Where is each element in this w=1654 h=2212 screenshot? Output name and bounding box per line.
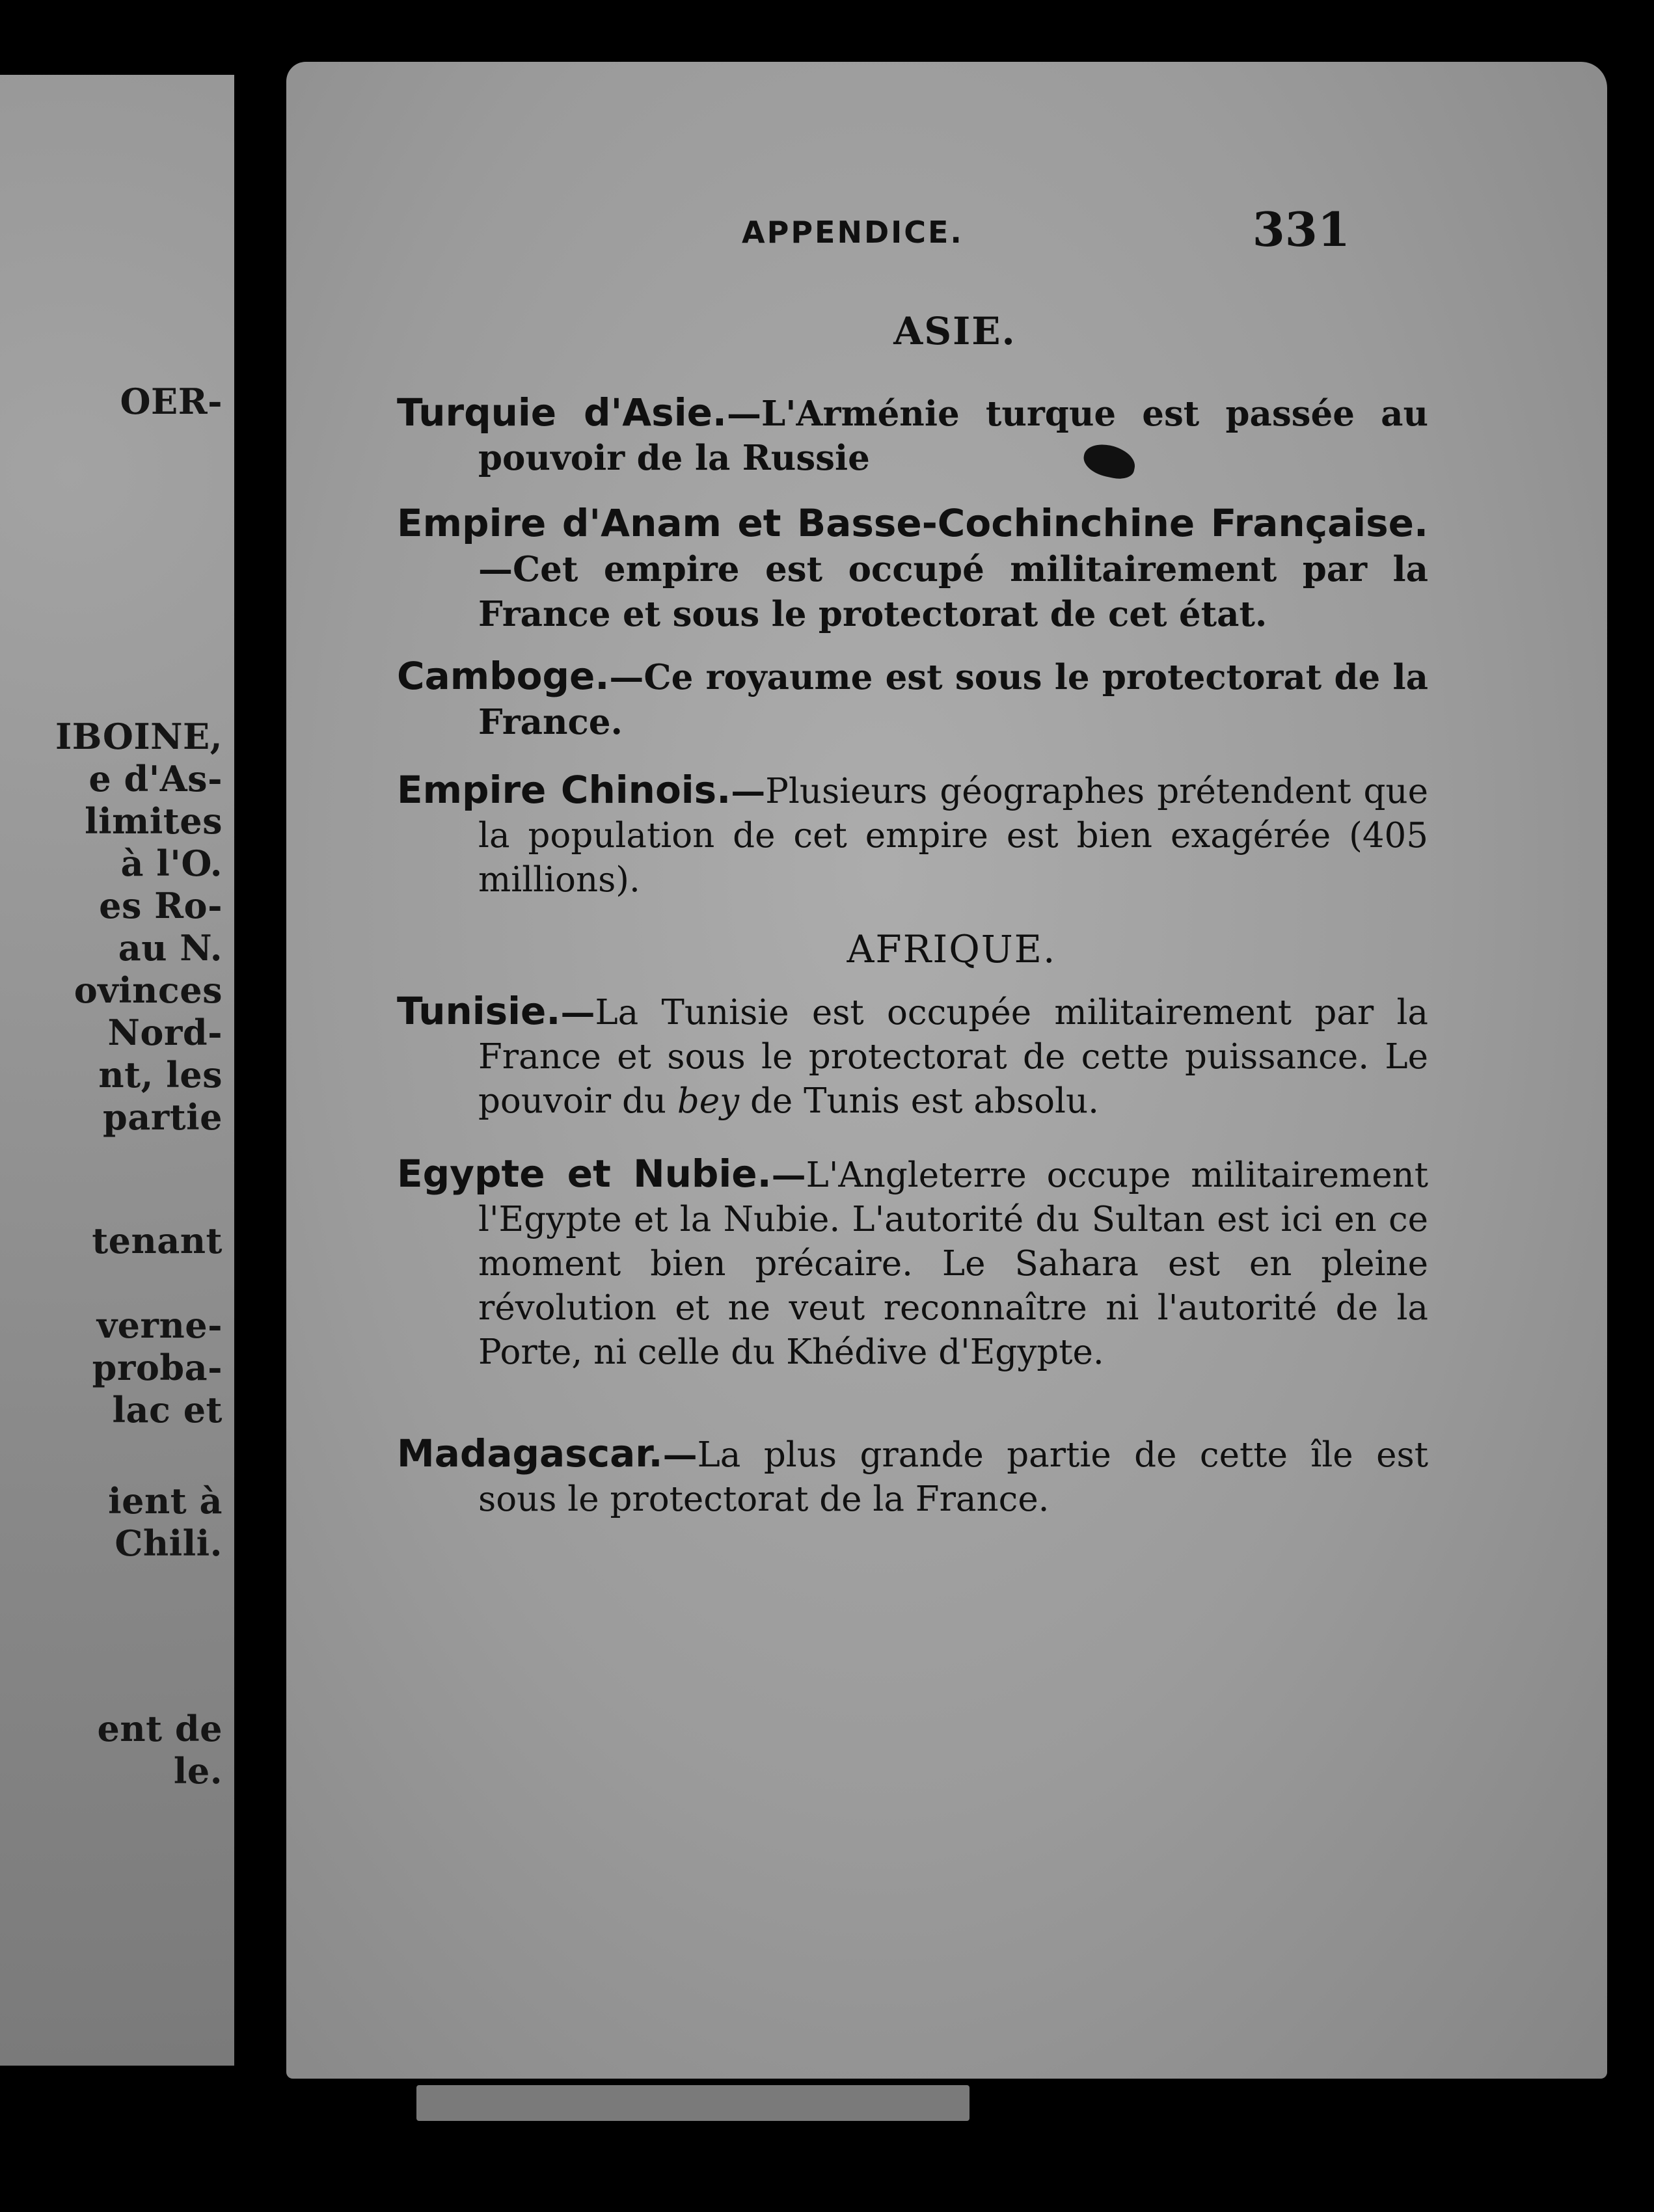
facing-page-fragment: lac et [112,1389,223,1431]
entry-text: L'Angleterre occupe militairement l'Egypte et la Nubie. L'autorité du Sultan est ici en ce moment bien précaire. Le Sahara est en pleine révolution et ne veut reconnaître ni l'autorité de la Porte, ni celle du Khédive d'Egypte. [478,1155,1428,1372]
entry-term: Empire Chinois. [397,768,731,812]
entry-term: Egypte et Nubie. [397,1152,772,1196]
running-title: APPENDICE. [742,215,964,250]
facing-page-fragment: le. [173,1750,223,1792]
entry-term: Madagascar. [397,1431,663,1476]
facing-page-fragment: limites [85,800,223,842]
entry-text: de Tunis est absolu. [739,1081,1099,1121]
entry-camboge: Camboge.—Ce royaume est sous le protectorat de la France. [397,654,1428,742]
facing-page-fragment: ent de [97,1708,223,1749]
entry-madagascar: Madagascar.—La plus grande partie de cette île est sous le protectorat de la France. [397,1431,1428,1519]
page-edge-strip [416,2085,969,2121]
entry-chinois: Empire Chinois.—Plusieurs géographes prétendent que la population de cet empire est bien exagérée (405 millions). [397,768,1428,900]
entry-term: Tunisie. [397,989,561,1033]
facing-page-fragment: au N. [118,927,223,969]
entry-term: Turquie d'Asie. [397,390,727,435]
facing-page-fragment: tenant [92,1220,223,1261]
facing-page-fragment: es Ro- [99,885,223,926]
entry-term: Empire d'Anam et Basse-Cochinchine Française. [397,501,1428,545]
entry-anam: Empire d'Anam et Basse-Cochinchine Française.—Cet empire est occupé militairement par la France et sous le protectorat de cet état. [397,501,1428,634]
entry-text: Plusieurs géographes prétendent que la population de cet empire est bien exagérée (405 millions). [478,772,1428,900]
entry-text: La Tunisie est occupée militairement par la France et sous le protectorat de cette puissance. Le pouvoir du [478,993,1428,1121]
facing-page-fragment: à l'O. [120,843,223,884]
facing-page-fragment: Chili. [115,1522,223,1564]
section-heading-asie: ASIE. [893,309,1016,353]
section-heading-afrique: AFRIQUE. [847,927,1057,971]
facing-page-fragment: ient à [108,1480,223,1522]
entry-tunisie: Tunisie.—La Tunisie est occupée militairement par la France et sous le protectorat de cette puissance. Le pouvoir du bey de Tunis est absolu. [397,989,1428,1121]
facing-page-fragment: nt, les [98,1054,223,1096]
facing-page-left [0,75,234,2066]
entry-text: La plus grande partie de cette île est sous le protectorat de la France. [478,1435,1428,1519]
facing-page-fragment: partie [102,1096,223,1138]
entry-text-italic: bey [677,1081,740,1121]
entry-text: Cet empire est occupé militairement par la France et sous le protectorat de cet état. [478,549,1428,634]
entry-text: L'Arménie turque est passée au pouvoir de la Russie [478,394,1428,478]
facing-page-fragment: verne- [96,1304,223,1346]
facing-page-fragment: Nord- [107,1012,223,1053]
entry-turquie: Turquie d'Asie.—L'Arménie turque est passée au pouvoir de la Russie [397,390,1428,478]
facing-page-fragment: proba- [92,1347,223,1388]
facing-page-fragment: e d'As- [88,758,223,800]
facing-page-fragment: ovinces [74,969,223,1011]
facing-page-fragment: OER- [120,381,223,422]
book-page [286,62,1607,2079]
running-head [286,202,1607,267]
entry-term: Camboge. [397,654,610,698]
facing-page-fragment: IBOINE, [55,716,223,757]
page-number: 331 [1252,202,1350,257]
entry-text: Ce royaume est sous le protectorat de la France. [478,657,1428,742]
entry-egypte: Egypte et Nubie.—L'Angleterre occupe militairement l'Egypte et la Nubie. L'autorité du Sultan est ici en ce moment bien précaire. Le Sahara est en pleine révolution et ne veut reconnaître ni l'autorité de la Porte, ni celle du Khédive d'Egypte. [397,1152,1428,1372]
